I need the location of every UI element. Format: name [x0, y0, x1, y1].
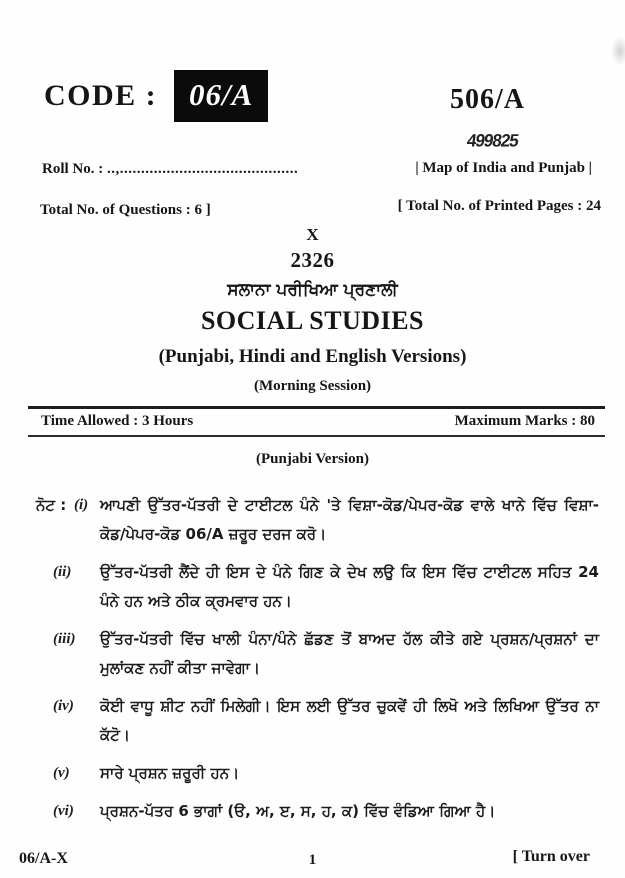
note-number: (v)	[53, 765, 70, 781]
note-item	[36, 558, 599, 616]
scan-smudge	[611, 36, 625, 66]
note-item	[36, 491, 599, 549]
note-text: ਉੱਤਰ-ਪੱਤਰੀ ਵਿੱਚ ਖਾਲੀ ਪੰਨਾ/ਪੰਨੇ ਛੱਡਣ ਤੋਂ ਬਾਅਦ ਹੱਲ ਕੀਤੇ ਗਏ ਪ੍ਰਸ਼ਨ/ਪ੍ਰਸ਼ਨਾਂ ਦਾ ਮੁਲਾਂਕਣ ਨਹੀਂ ਕੀਤਾ ਜਾਵੇਗਾ।	[100, 630, 599, 677]
paper-code: 2326	[290, 248, 335, 272]
note-text: ਕੋਈ ਵਾਧੂ ਸ਼ੀਟ ਨਹੀਂ ਮਿਲੇਗੀ। ਇਸ ਲਈ ਉੱਤਰ ਚੁਕਵੇਂ ਹੀ ਲਿਖੋ ਅਤੇ ਲਿਖਿਆ ਉੱਤਰ ਨਾ ਕੱਟੋ।	[100, 697, 599, 744]
note-item	[36, 625, 599, 683]
footer-turn-over: [ Turn over	[512, 848, 590, 865]
note-item	[36, 692, 599, 750]
code-value-box: 06/A	[174, 70, 268, 122]
time-marks-bar	[28, 406, 605, 437]
instructions-list	[36, 491, 599, 835]
map-note: | Map of India and Punjab |	[415, 160, 592, 176]
note-number: (i)	[74, 497, 89, 513]
session-line: (Morning Session)	[253, 378, 372, 394]
note-number: (iv)	[53, 698, 74, 714]
punjabi-subtitle: ਸਲਾਨਾ ਪਰੀਖਿਆ ਪ੍ਰਣਾਲੀ	[227, 280, 398, 300]
maximum-marks: Maximum Marks : 80	[454, 413, 595, 429]
note-text: ਪ੍ਰਸ਼ਨ-ਪੱਤਰ 6 ਭਾਗਾਂ (ੳ, ਅ, ੲ, ਸ, ਹ, ਕ) ਵਿੱਚ ਵੰਡਿਆ ਗਿਆ ਹੈ।	[100, 802, 496, 820]
note-text: ਆਪਣੀ ਉੱਤਰ-ਪੱਤਰੀ ਦੇ ਟਾਈਟਲ ਪੰਨੇ 'ਤੇ ਵਿਸ਼ਾ-ਕੋਡ/ਪੇਪਰ-ਕੋਡ ਵਾਲੇ ਖਾਨੇ ਵਿੱਚ ਵਿਸ਼ਾ-ਕੋਡ/ਪੇਪਰ-ਕੋਡ 06/A ਜ਼ਰੂਰ ਦਰਜ ਕਰੋ।	[100, 496, 599, 543]
time-allowed: Time Allowed : 3 Hours	[41, 413, 194, 429]
note-number: (vi)	[53, 803, 74, 819]
versions-line: (Punjabi, Hindi and English Versions)	[158, 346, 467, 367]
total-printed-pages-note: [ Total No. of Printed Pages : 24	[397, 198, 601, 214]
code-label: CODE :	[44, 79, 158, 112]
footer-paper-code: 06/A-X	[19, 850, 68, 867]
note-item	[36, 797, 599, 826]
note-number: (ii)	[53, 564, 72, 580]
class-label: X	[306, 225, 319, 244]
roll-no-row	[42, 161, 298, 178]
roll-no-blank-line: ..,..........................................	[107, 161, 299, 177]
paper-number: 506/A	[450, 84, 525, 115]
roll-no-label: Roll No. :	[42, 161, 107, 177]
note-number: (iii)	[53, 631, 76, 647]
subject-title: SOCIAL STUDIES	[200, 306, 425, 335]
serial-number-stamp: 499825	[465, 130, 520, 151]
version-heading: (Punjabi Version)	[256, 451, 369, 467]
note-text: ਉੱਤਰ-ਪੱਤਰੀ ਲੈਂਦੇ ਹੀ ਇਸ ਦੇ ਪੰਨੇ ਗਿਣ ਕੇ ਦੇਖ ਲਉ ਕਿ ਇਸ ਵਿੱਚ ਟਾਈਟਲ ਸਹਿਤ 24 ਪੰਨੇ ਹਨ ਅਤੇ ਠੀਕ ਕ੍ਰਮਵਾਰ ਹਨ।	[100, 563, 599, 610]
footer-page-number: 1	[308, 852, 317, 868]
note-label: ਨੋਟ :	[36, 496, 67, 514]
total-questions-note: Total No. of Questions : 6 ]	[40, 202, 211, 218]
note-text: ਸਾਰੇ ਪ੍ਰਸ਼ਨ ਜ਼ਰੂਰੀ ਹਨ।	[100, 764, 240, 782]
note-item	[36, 759, 599, 788]
code-row	[44, 70, 268, 122]
